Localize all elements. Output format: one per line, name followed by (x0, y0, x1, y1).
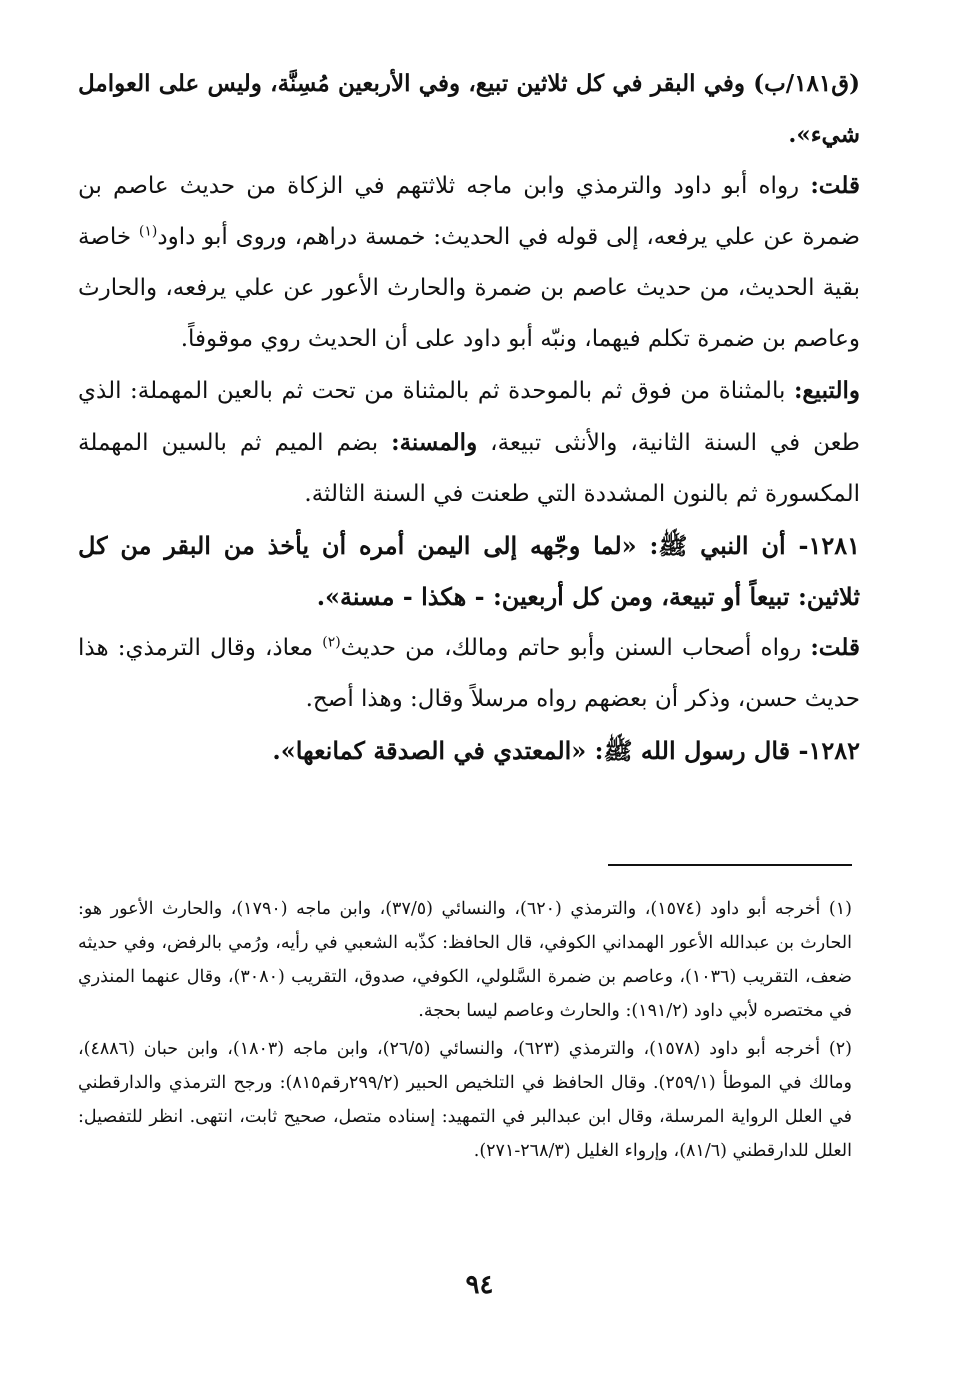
musinna-label: والمسنة: (391, 429, 478, 456)
qultu-label: قلت: (810, 634, 860, 661)
qultu-label: قلت: (810, 172, 860, 199)
definition-paragraph (78, 365, 860, 520)
footnote-1: (١) أخرجه أبو داود (١٥٧٤)، والترمذي (٦٢٠)، والنسائي (٣٧/٥)، وابن ماجه (١٧٩٠)، والحارث الأعور هو: الحارث بن عبدالله الأعور الهمداني الكوفي، قال الحافظ: كذّبه الشعبي في رأيه، ورُمي بالرفض، وفي حديثه ضعف، التقريب (١٠٣٦)، وعاصم بن ضمرة السَّلولي، الكوفي، صدوق، التقريب (٣٠٨٠)، وقال عنهما المنذري في مختصره لأبي داود (١٩١/٢): والحارث وعاصم ليسا بحجة. (78, 899, 852, 1021)
commentary-text: رواه أبو داود والترمذي وابن ماجه ثلاثتهم في الزكاة من حديث عاصم بن ضمرة عن علي يرفعه، إلى قوله في الحديث: خمسة دراهم، وروى أبو داود (78, 173, 860, 250)
footnotes (78, 892, 852, 1172)
page-number: ٩٤ (465, 1270, 494, 1300)
footnote-separator (608, 864, 852, 866)
footnote-ref-2[interactable]: (٢) (322, 634, 341, 651)
definition-text: بالمثناة من فوق ثم بالموحدة ثم بالمثناة من تحت ثم بالعين المهملة: الذي طعن في السنة الثانية، والأنثى تبيعة، (78, 378, 860, 456)
hadith-1281: ١٢٨١- أن النبي ﷺ: «لما وجّهه إلى اليمن أمره أن يأخذ من البقر من كل ثلاثين: تبيعاً أو تبيعة، ومن كل أربعين: - هكذا - مسنة». (78, 531, 860, 611)
commentary-paragraph-2 (78, 622, 860, 725)
definition-text: بضم الميم ثم بالسين المهملة المكسورة ثم بالنون المشددة التي طعنت في السنة الثالثة. (78, 430, 860, 507)
commentary-text: معاذ، وقال الترمذي: هذا حديث حسن، وذكر أن بعضهم رواه مرسلاً وقال: وهذا أصح. (78, 635, 860, 712)
hadith-continuation: (ق١٨١/ب) وفي البقر في كل ثلاثين تبيع، وفي الأربعين مُسِنَّة، وليس على العوامل شيء». (78, 70, 860, 148)
tabi-label: والتبيع: (793, 377, 860, 404)
main-text (78, 58, 860, 776)
hadith-1282: ١٢٨٢- قال رسول الله ﷺ: «المعتدي في الصدقة كمانعها». (272, 736, 860, 765)
footnote-2: (٢) أخرجه أبو داود (١٥٧٨)، والترمذي (٦٢٣)، والنسائي (٢٦/٥)، وابن ماجه (١٨٠٣)، وابن حبان (٤٨٨٦)، ومالك في الموطأ (٢٥٩/١). وقال الحافظ في التلخيص الحبير (٢٩٩/٢رقم٨١٥): ورجح الترمذي والدارقطني في العلل الرواية المرسلة، وقال ابن عبدالبر في التمهيد: إسناده متصل، صحيح ثابت، انتهى. انظر للتفصيل: العلل للدارقطني (٨١/٦)، وإرواء الغليل (٢٦٨/٣-٢٧١). (78, 1039, 852, 1161)
commentary-paragraph-1 (78, 160, 860, 365)
commentary-text: خاصة بقية الحديث، من حديث عاصم بن ضمرة والحارث الأعور عن علي يرفعه، والحارث وعاصم بن ضمرة تكلم فيهما، ونبّه أبو داود على أن الحديث روي موقوفاً. (78, 224, 860, 352)
footnote-ref-1[interactable]: (١) (138, 223, 158, 240)
commentary-text: رواه أصحاب السنن وأبو حاتم ومالك، من حديث (340, 635, 811, 661)
